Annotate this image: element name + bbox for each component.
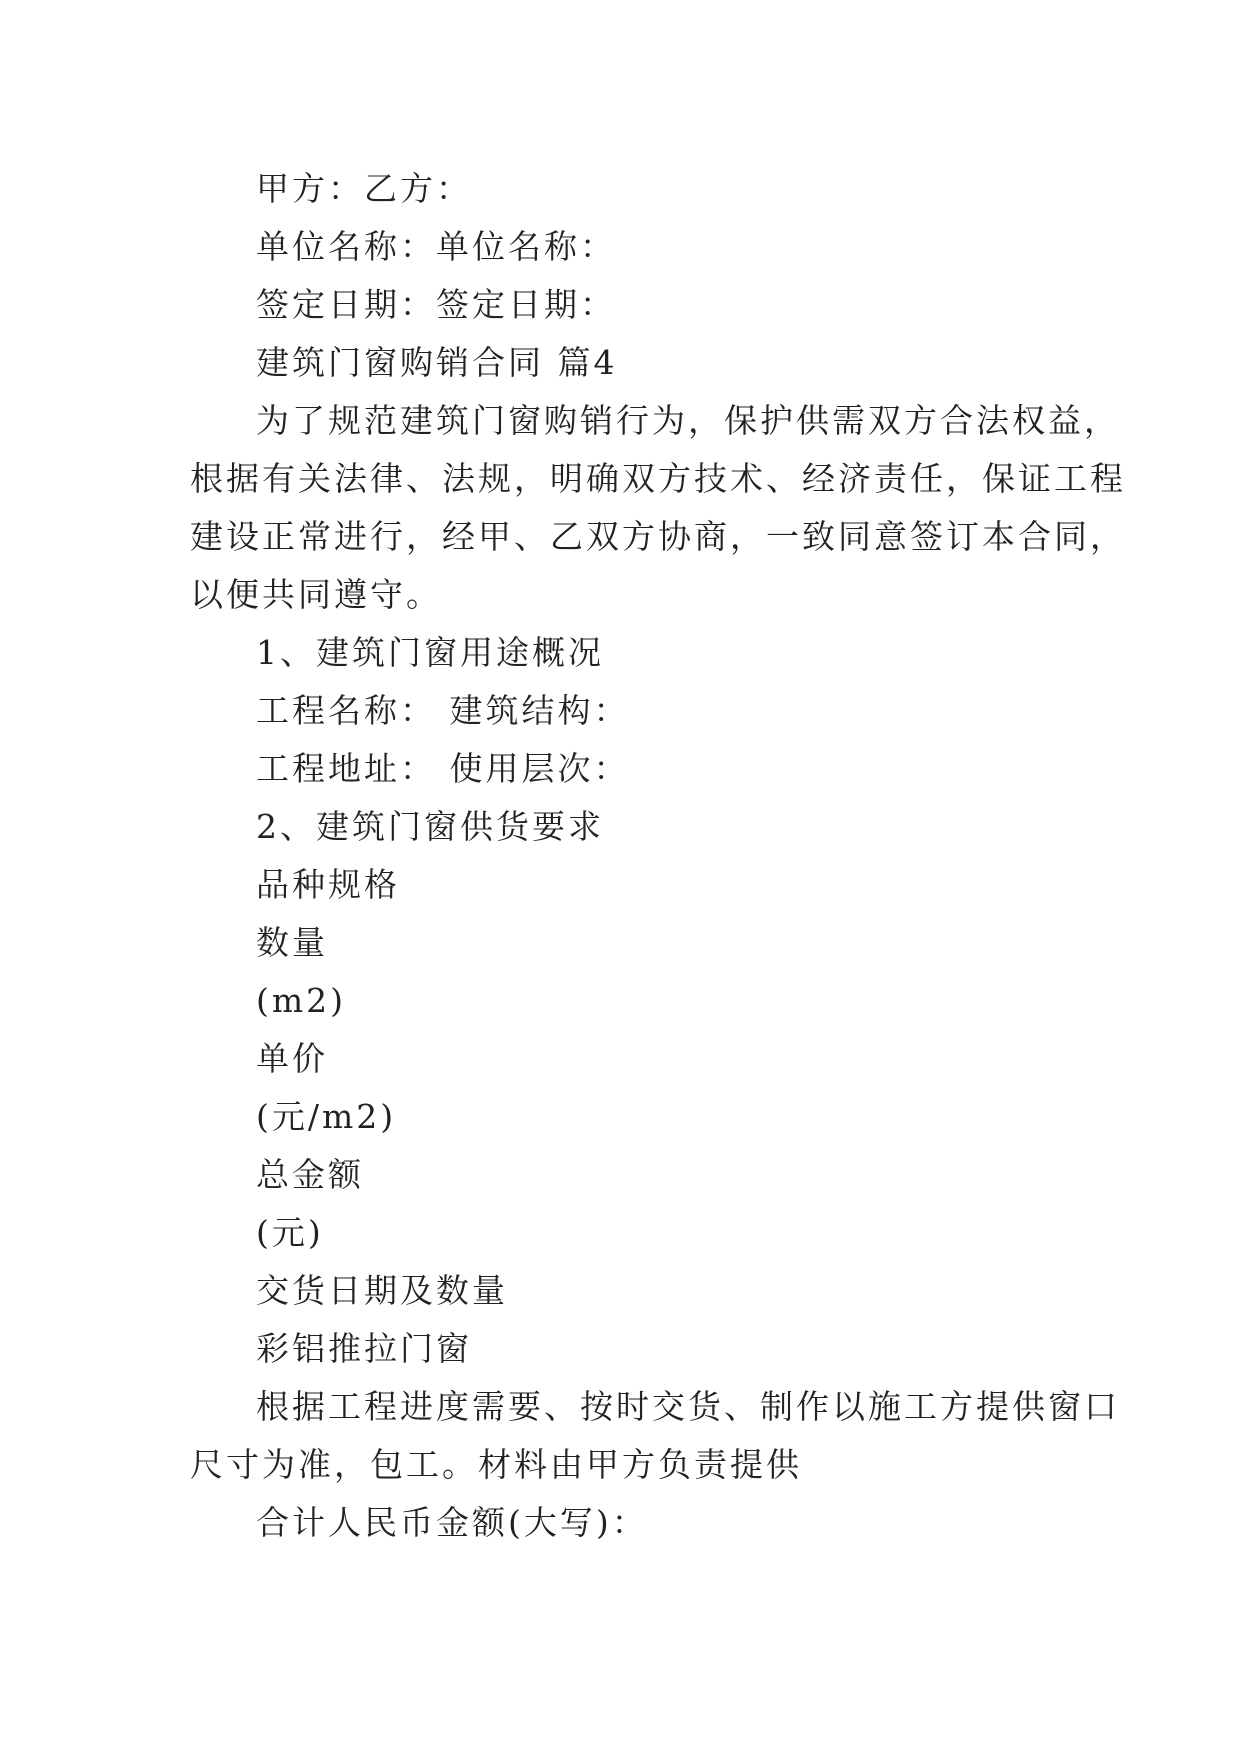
delivery-line: 尺寸为准，包工。材料由甲方负责提供 [190, 1445, 802, 1484]
contract-title: 建筑门窗购销合同 篇4 [256, 343, 618, 382]
supply-item: 总金额 [256, 1155, 364, 1194]
project-name-line: 工程名称： 建筑结构： [256, 691, 630, 730]
supply-item: 品种规格 [256, 865, 400, 904]
total-amount-line: 合计人民币金额(大写)： [256, 1503, 648, 1542]
supply-item: 彩铝推拉门窗 [256, 1329, 472, 1368]
supply-item: (元) [256, 1213, 324, 1252]
section2-heading: 2、建筑门窗供货要求 [256, 807, 604, 846]
section1-heading: 1、建筑门窗用途概况 [256, 633, 604, 672]
intro-line: 根据有关法律、法规，明确双方技术、经济责任，保证工程 [190, 459, 1126, 498]
supply-item: (元/m2) [256, 1097, 397, 1136]
document-body [190, 160, 1126, 1552]
supply-item: 交货日期及数量 [256, 1271, 508, 1310]
intro-line: 为了规范建筑门窗购销行为，保护供需双方合法权益， [256, 401, 1120, 440]
supply-item: (m2) [256, 981, 347, 1020]
supply-item: 单价 [256, 1039, 328, 1078]
intro-paragraph [190, 392, 1126, 624]
party-line: 甲方：乙方： [256, 169, 472, 208]
delivery-paragraph [190, 1378, 1120, 1494]
delivery-line: 根据工程进度需要、按时交货、制作以施工方提供窗口 [256, 1387, 1120, 1426]
unit-name-line: 单位名称：单位名称： [256, 227, 616, 266]
sign-date-line: 签定日期：签定日期： [256, 285, 616, 324]
project-address-line: 工程地址： 使用层次： [256, 749, 630, 788]
intro-line: 建设正常进行，经甲、乙双方协商，一致同意签订本合同， [190, 517, 1126, 556]
supply-item: 数量 [256, 923, 328, 962]
intro-line: 以便共同遵守。 [190, 575, 442, 614]
